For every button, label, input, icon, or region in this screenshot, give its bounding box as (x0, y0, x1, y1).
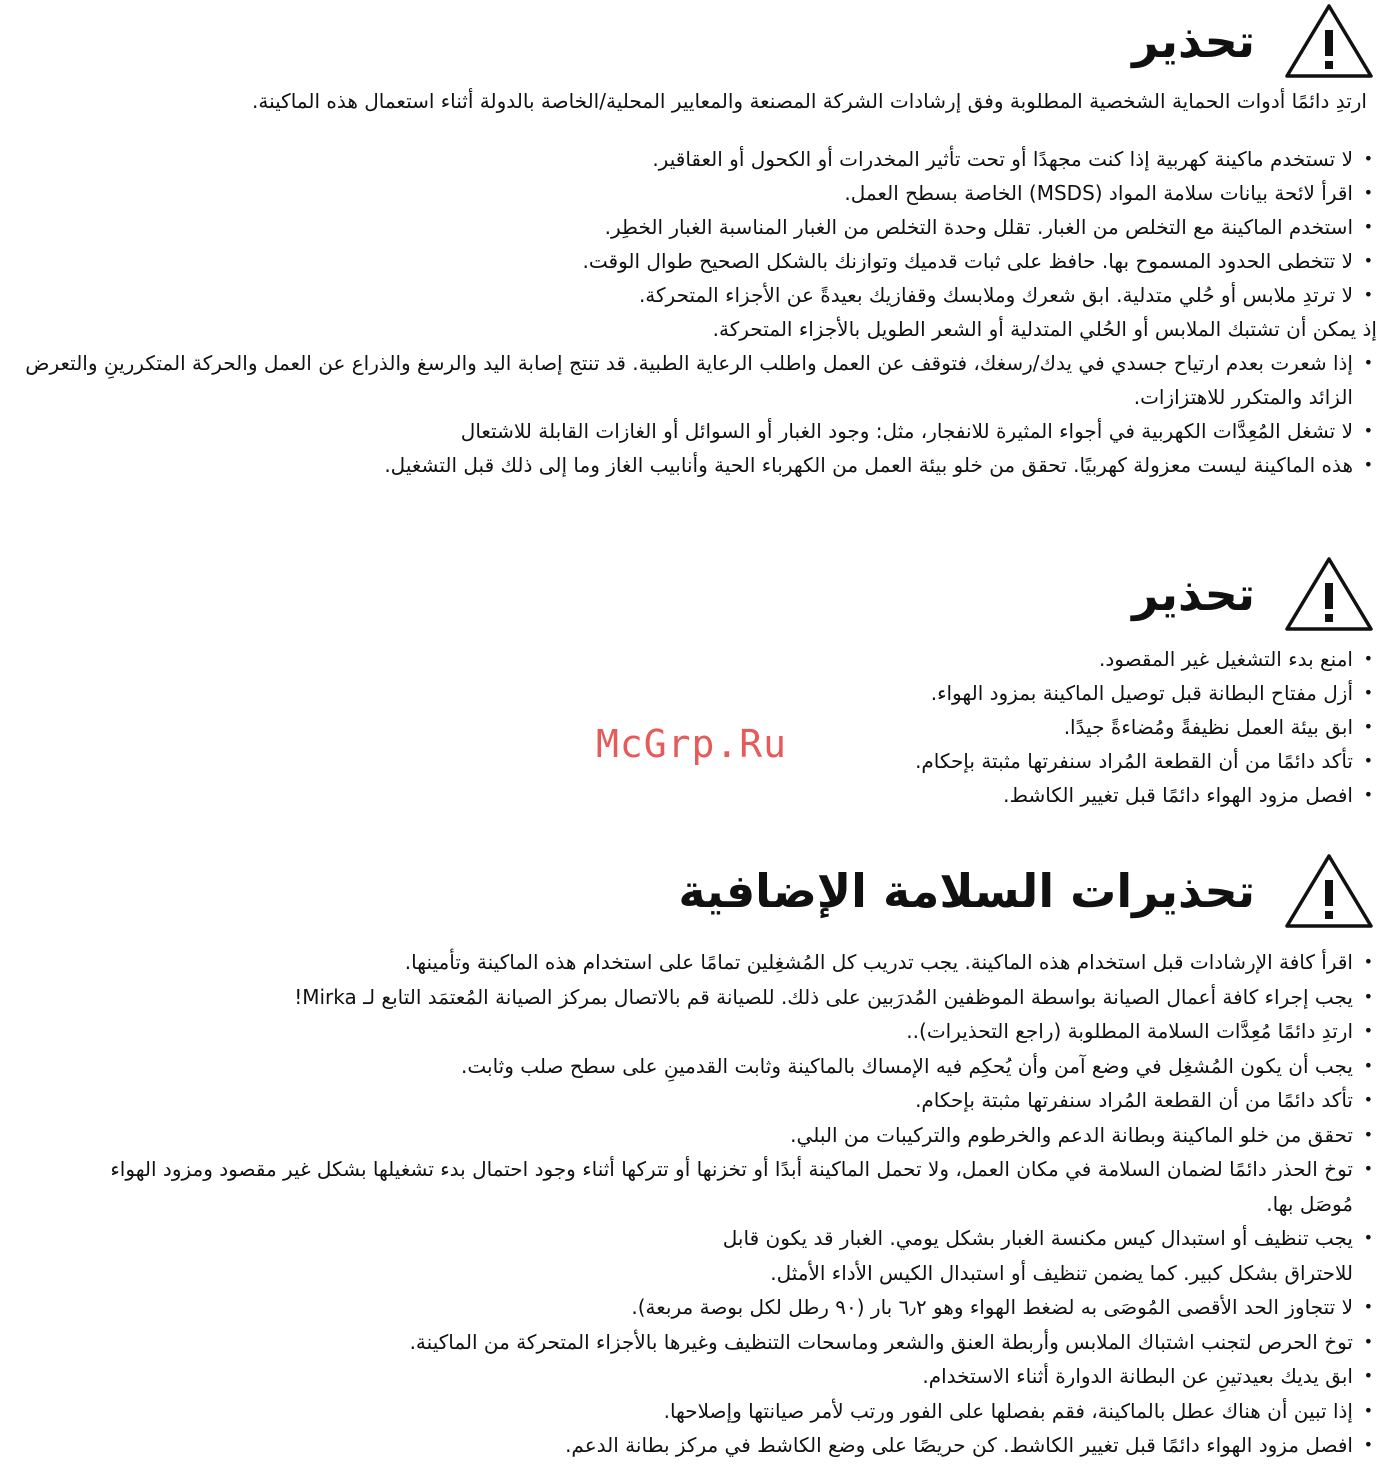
section-heading: تحذير (1132, 567, 1255, 621)
list-item: • لا تستخدم ماكينة كهربية إذا كنت مجهدًا أو تحت تأثير المخدرات أو الكحول أو العقاقير. (652, 147, 1373, 171)
list-item: • لا تشغل المُعِدَّات الكهربية في أجواء المثيرة للانفجار، مثل: وجود الغبار أو السوائل أو الغازات القابلة للاشتعال (460, 419, 1373, 443)
warning-triangle-icon (1283, 555, 1375, 633)
warning-section-1 (0, 0, 1377, 482)
warning-list (0, 142, 1377, 482)
list-item: • تأكد دائمًا من أن القطعة المُراد سنفرتها مثبتة بإحكام. (915, 1088, 1373, 1112)
warning-heading-row (0, 0, 1377, 82)
intro-paragraph: ارتدِ دائمًا أدوات الحماية الشخصية المطلوبة وفق إرشادات الشركة المصنعة والمعايير المحلية/الخاصة بالدولة أثناء استعمال هذه الماكينة. (252, 89, 1367, 113)
list-item: • توخ الحذر دائمًا لضمان السلامة في مكان العمل، ولا تحمل الماكينة أبدًا أو تخزنها أو تتركها أثناء وجود احتمال بدء تشغيلها بشكل غير مقصود ومزود الهواء مُوصَل بها. (110, 1157, 1373, 1216)
section-heading: تحذير (1132, 14, 1255, 68)
list-item: • اقرأ كافة الإرشادات قبل استخدام هذه الماكينة. يجب تدريب كل المُشغِلين تمامًا على استخدام هذه الماكينة وتأمينها. (404, 950, 1373, 974)
list-item: • توخ الحرص لتجنب اشتباك الملابس وأربطة العنق والشعر وماسحات التنظيف وغيرها بالأجزاء المتحركة من الماكينة. (409, 1329, 1373, 1354)
list-item: • ارتدِ دائمًا مُعِدَّات السلامة المطلوبة (راجع التحذيرات).. (906, 1019, 1373, 1043)
warning-triangle-icon (1283, 2, 1375, 80)
list-item: • يجب أن يكون المُشغِل في وضع آمن وأن يُحكِم فيه الإمساك بالماكينة وثابت القدمينِ على سطح صلب وثابت. (461, 1053, 1373, 1078)
list-item: • لا تتخطى الحدود المسموح بها. حافظ على ثبات قدميك وتوازنك بالشكل الصحيح طوال الوقت. (582, 249, 1373, 273)
list-item: • استخدم الماكينة مع التخلص من الغبار. تقلل وحدة التخلص من الغبار المناسبة الغبار الخطِر. (604, 215, 1373, 239)
list-item: • أزل مفتاح البطانة قبل توصيل الماكينة بمزود الهواء. (930, 681, 1373, 705)
list-item: • يجب تنظيف أو استبدال كيس مكنسة الغبار بشكل يومي. الغبار قد يكون قابل للاحتراق بشكل كبير. كما يضمن تنظيف أو استبدال الكيس الأداء الأمثل. (722, 1226, 1373, 1285)
list-item: • هذه الماكينة ليست معزولة كهربيًا. تحقق من خلو بيئة العمل من الكهرباء الحية وأنابيب الغاز وما إلى ذلك قبل التشغيل. (384, 453, 1373, 477)
list-item: • لا ترتدِ ملابس أو حُلي متدلية. ابق شعرك وملابسك وقفازيك بعيدةً عن الأجزاء المتحركة. (638, 283, 1373, 307)
watermark-text: McGrp.Ru (596, 722, 788, 766)
list-item: • افصل مزود الهواء دائمًا قبل تغيير الكاشط. (1003, 783, 1373, 807)
section-heading: تحذيرات السلامة الإضافية (678, 864, 1255, 918)
list-item: • لا تتجاوز الحد الأقصى المُوصَى به لضغط الهواء وهو ٦٫٢ بار (٩٠ رطل لكل بوصة مربعة). (631, 1295, 1373, 1319)
additional-safety-section (0, 843, 1377, 1463)
warning-list (0, 945, 1377, 1463)
continuation-line: إذ يمكن أن تشتبك الملابس أو الحُلي المتدلية أو الشعر الطويل بالأجزاء المتحركة. (712, 317, 1377, 341)
warning-heading-row (0, 843, 1377, 939)
list-item: • ابق بيئة العمل نظيفةً ومُضاءةً جيدًا. (1063, 715, 1373, 739)
list-item: • تأكد دائمًا من أن القطعة المُراد سنفرتها مثبتة بإحكام. (915, 749, 1373, 773)
list-item: • إذا تبين أن هناك عطل بالماكينة، فقم بفصلها على الفور ورتب لأمر صيانتها وإصلاحها. (663, 1398, 1373, 1423)
warning-heading-row (0, 542, 1377, 646)
warning-section-2 (0, 542, 1377, 812)
list-item: • إذا شعرت بعدم ارتياح جسدي في يدك/رسغك، فتوقف عن العمل واطلب الرعاية الطبية. قد تنتج إصابة اليد والرسغ والذراع عن العمل والحركة المتكررينِ والتعرض الزائد والمتكرر للاهتزازات. (25, 351, 1373, 409)
warning-triangle-icon (1283, 852, 1375, 930)
list-item: • تحقق من خلو الماكينة وبطانة الدعم والخرطوم والتركيبات من البلي. (790, 1122, 1373, 1147)
list-item: • اقرأ لائحة بيانات سلامة المواد (MSDS) الخاصة بسطح العمل. (844, 181, 1373, 205)
list-item: • افصل مزود الهواء دائمًا قبل تغيير الكاشط. كن حريصًا على وضع الكاشط في مركز بطانة الدعم. (565, 1433, 1373, 1457)
list-item: • ابق يديك بعيدتينِ عن البطانة الدوارة أثناء الاستخدام. (922, 1364, 1373, 1388)
list-item: • يجب إجراء كافة أعمال الصيانة بواسطة الموظفين المُدرَبين على ذلك. للصيانة قم بالاتصال بمركز الصيانة المُعتمَد التابع لـ Mirka! (294, 984, 1373, 1009)
list-item: • امنع بدء التشغيل غير المقصود. (1098, 647, 1373, 671)
